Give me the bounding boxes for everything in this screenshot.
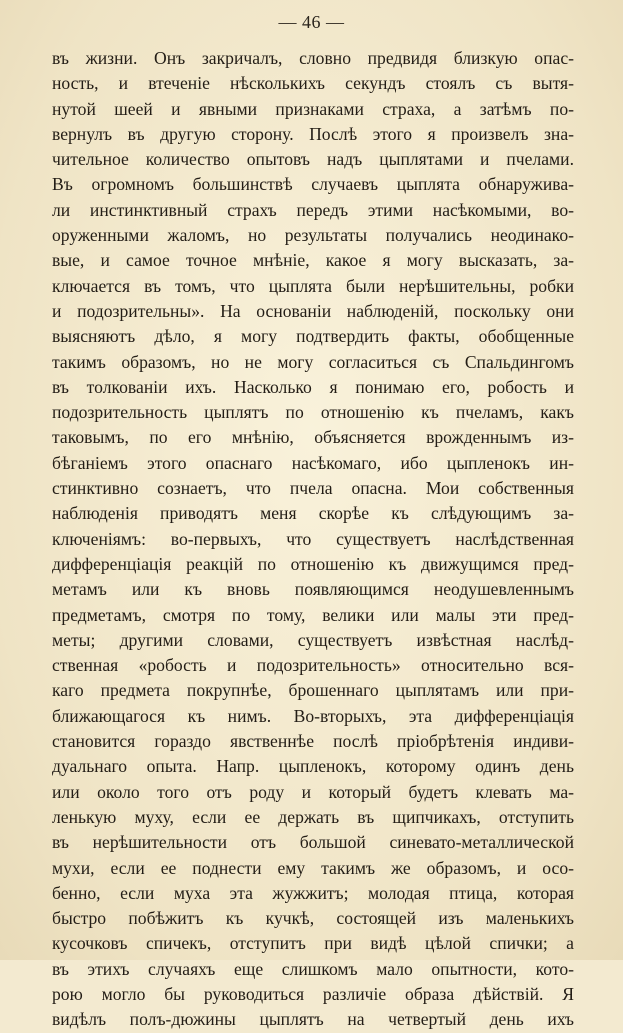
- text-line: меты; другими словами, существуетъ извѣстная наслѣд-: [52, 629, 574, 650]
- text-line: наблюденія приводятъ меня скорѣе къ слѣдующимъ за-: [52, 503, 574, 524]
- text-line: становится гораздо явственнѣе послѣ пріобрѣтенія индиви-: [52, 731, 574, 752]
- text-line: въ жизни. Онъ закричалъ, словно предвидя близкую опас-: [52, 48, 574, 68]
- text-line: таковымъ, по его мнѣнію, объясняется врожденнымъ из-: [52, 427, 574, 448]
- text-line: и подозрительны». На основаніи наблюденій, поскольку они: [52, 300, 574, 321]
- text-line: метамъ или къ вновь появляющимся неодушевленнымъ: [52, 579, 574, 600]
- text-line: чительное количество опытовъ надъ цыплятами и пчелами.: [52, 149, 574, 170]
- text-line: мухи, если ее поднести ему такимъ же образомъ, и осо-: [52, 857, 574, 878]
- text-line: предметамъ, смотря по тому, велики или малы эти пред-: [52, 604, 574, 625]
- text-line: такимъ образомъ, но не могу согласиться съ Спальдингомъ: [52, 351, 574, 372]
- text-line: въ толкованіи ихъ. Насколько я понимаю его, робость и: [52, 376, 574, 397]
- text-line: въ нерѣшительности отъ большой синевато-металлической: [52, 832, 574, 853]
- text-line: дуальнаго опыта. Напр. цыпленокъ, которому одинъ день: [52, 756, 574, 777]
- text-line: или около того отъ роду и который будетъ клевать ма-: [52, 781, 574, 802]
- text-line: ключается въ томъ, что цыплята были нерѣшительны, робки: [52, 275, 574, 296]
- text-line: бѣганіемъ этого опаснаго насѣкомаго, ибо цыпленокъ ин-: [52, 452, 574, 473]
- text-line: вернулъ въ другую сторону. Послѣ этого я произвелъ зна-: [52, 123, 574, 144]
- text-line: подозрительность цыплятъ по отношенію къ пчеламъ, какъ: [52, 402, 574, 423]
- text-line: нутой шеей и явными признаками страха, а затѣмъ по-: [52, 98, 574, 119]
- text-line: ближающагося къ нимъ. Во-вторыхъ, эта дифференціація: [52, 705, 574, 726]
- text-line: Въ огромномъ большинствѣ случаевъ цыплята обнаружива-: [52, 174, 574, 195]
- text-line: кусочковъ спичекъ, отступитъ при видѣ цѣлой спички; а: [52, 933, 574, 954]
- text-line: бенно, если муха эта жужжитъ; молодая птица, которая: [52, 882, 574, 903]
- text-line: вые, и самое точное мнѣніе, какое я могу высказать, за-: [52, 250, 574, 271]
- body-text: [52, 46, 574, 1033]
- text-line: выясняютъ дѣло, я могу подтвердить факты, обобщенные: [52, 326, 574, 347]
- text-line: стинктивно сознаетъ, что пчела опасна. Мои собственныя: [52, 478, 574, 499]
- text-line: ленькую муху, если ее держать въ щипчикахъ, отступить: [52, 806, 574, 827]
- text-line: въ этихъ случаяхъ еще слишкомъ мало опытности, кото-: [52, 958, 574, 979]
- text-line: дифференціація реакцій по отношенію къ движущимся пред-: [52, 553, 574, 574]
- page-number: — 46 —: [278, 12, 345, 32]
- text-line: каго предмета покрупнѣе, брошеннаго цыплятамъ или при-: [52, 680, 574, 701]
- text-line: ключеніямъ: во-первыхъ, что существуетъ наслѣдственная: [52, 528, 574, 549]
- text-line: быстро побѣжитъ къ кучкѣ, состоящей изъ маленькихъ: [52, 908, 574, 929]
- text-line: ственная «робость и подозрительность» относительно вся-: [52, 655, 574, 676]
- text-line: ли инстинктивный страхъ передъ этими насѣкомыми, во-: [52, 199, 574, 220]
- text-line: рою могло бы руководиться различіе образа дѣйствій. Я: [52, 983, 574, 1004]
- text-line: ность, и втеченіе нѣсколькихъ секундъ стоялъ съ вытя-: [52, 73, 574, 94]
- text-line: видѣлъ полъ-дюжины цыплятъ на четвертый день ихъ: [52, 1009, 574, 1030]
- text-line: оруженными жаломъ, но результаты получались неодинако-: [52, 225, 574, 246]
